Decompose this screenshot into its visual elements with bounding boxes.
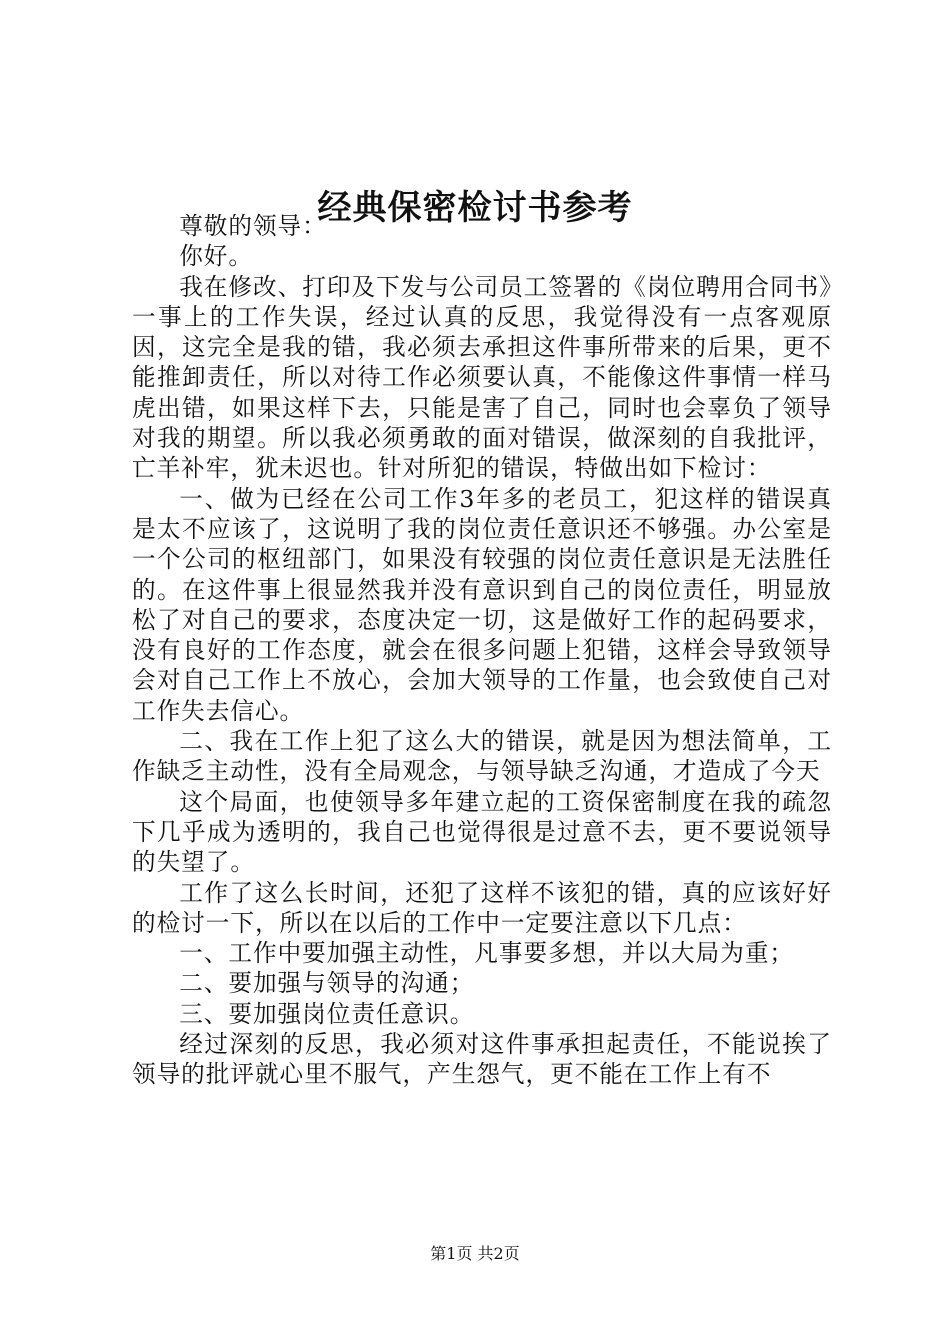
paragraph: 工作了这么长时间，还犯了这样不该犯的错，真的应该好好的检讨一下，所以在以后的工作中一定要注意以下几点： xyxy=(132,878,832,937)
page-footer: 第1页 共2页 xyxy=(430,1244,520,1263)
paragraph: 我在修改、打印及下发与公司员工签署的《岗位聘用合同书》一事上的工作失误，经过认真的反思，我觉得没有一点客观原因，这完全是我的错，我必须去承担这件事所带来的后果，更不能推卸责任，所以对待工作必须要认真，不能像这件事情一样马虎出错，如果这样下去，只能是害了自己，同时也会辜负了领导对我的期望。所以我必须勇敢的面对错误，做深刻的自我批评，亡羊补牢，犹未迟也。针对所犯的错误，特做出如下检讨： xyxy=(132,272,832,483)
list-item: 三、要加强岗位责任意识。 xyxy=(179,999,475,1028)
list-item: 一、工作中要加强主动性，凡事要多想，并以大局为重； xyxy=(179,939,795,968)
paragraph: 一、做为已经在公司工作3年多的老员工，犯这样的错误真是太不应该了，这说明了我的岗位责任意识还不够强。办公室是一个公司的枢纽部门，如果没有较强的岗位责任意识是无法胜任的。在这件事上很显然我并没有意识到自己的岗位责任，明显放松了对自己的要求，态度决定一切，这是做好工作的起码要求，没有良好的工作态度，就会在很多问题上犯错，这样会导致领导会对自己工作上不放心，会加大领导的工作量，也会致使自己对工作失去信心。 xyxy=(132,484,832,725)
salutation: 尊敬的领导： xyxy=(179,212,327,240)
list-item: 二、要加强与领导的沟通； xyxy=(179,969,475,998)
paragraph: 二、我在工作上犯了这么大的错误，就是因为想法简单，工作缺乏主动性，没有全局观念，与领导缺乏沟通，才造成了今天 xyxy=(132,727,832,786)
paragraph: 这个局面，也使领导多年建立起的工资保密制度在我的疏忽下几乎成为透明的，我自己也觉得很是过意不去，更不要说领导的失望了。 xyxy=(132,787,832,877)
greeting: 你好。 xyxy=(179,242,253,271)
document-title: 经典保密检讨书参考 xyxy=(317,188,633,228)
document-body xyxy=(132,211,832,1090)
paragraph: 经过深刻的反思，我必须对这件事承担起责任，不能说挨了领导的批评就心里不服气，产生怨气，更不能在工作上有不 xyxy=(132,1030,832,1089)
